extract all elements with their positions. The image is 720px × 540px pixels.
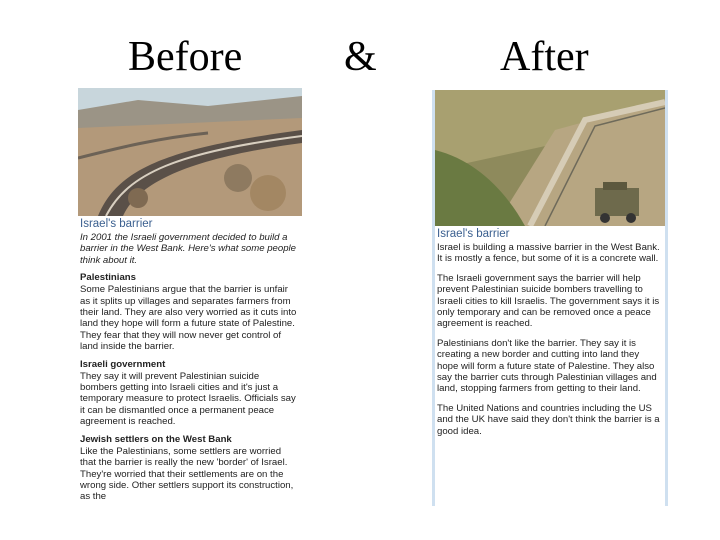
before-title: Before (128, 34, 243, 80)
section-title-israeli-government: Israeli government (80, 358, 166, 370)
before-article-panel (78, 88, 302, 540)
after-paragraph-1: Israel is building a massive barrier in the West Bank. It is mostly a fence, but some of it is a concrete wall. (437, 242, 660, 265)
section-body-palestinians: Some Palestinians argue that the barrier is unfair as it splits up villages and separates farmers from their land. They are also very worried as it cuts into land they hope will form a future state of Palestine. They fear that they will now never get control of land inside the barrier. (80, 284, 297, 353)
after-article-panel (432, 90, 668, 506)
before-article-intro: In 2001 the Israeli government decided to build a barrier in the West Bank. Here's what some people think about it. (80, 232, 297, 266)
before-barrier-photo (78, 88, 302, 216)
after-paragraph-4: The United Nations and countries including the US and the UK have said they don't think the barrier is a good idea. (437, 402, 660, 437)
after-paragraph-3: Palestinians don't like the barrier. They say it is creating a new border and cutting into land they hope will form a future state of Palestine. They also say the barrier cuts through Palestinian villages and land, stopping farmers from getting to their land. (437, 337, 657, 395)
ampersand-title: & (344, 34, 377, 80)
section-title-palestinians: Palestinians (80, 272, 136, 284)
before-article-heading: Israel's barrier (80, 218, 153, 230)
after-article-heading: Israel's barrier (437, 228, 510, 240)
section-title-settlers: Jewish settlers on the West Bank (80, 433, 232, 445)
section-body-israeli-government: They say it will prevent Palestinian suicide bombers getting into Israeli cities and it's just a temporary measure to protect Israelis. Officials say it can be dismantled once a permanent peace agreement is reached. (80, 370, 296, 428)
after-title: After (500, 34, 589, 80)
after-paragraph-2: The Israeli government says the barrier will help prevent Palestinian suicide bombers travelling to Israeli cities to kill Israelis. The government says it is only temporary and can be removed once a peace agreement is reached. (437, 272, 660, 330)
after-barrier-photo (435, 90, 665, 226)
section-body-settlers: Like the Palestinians, some settlers are worried that the barrier is really the new 'border' of Israel. They're worried that their settlements are on the wrong side. Other settlers support its construction, as the (80, 445, 294, 503)
